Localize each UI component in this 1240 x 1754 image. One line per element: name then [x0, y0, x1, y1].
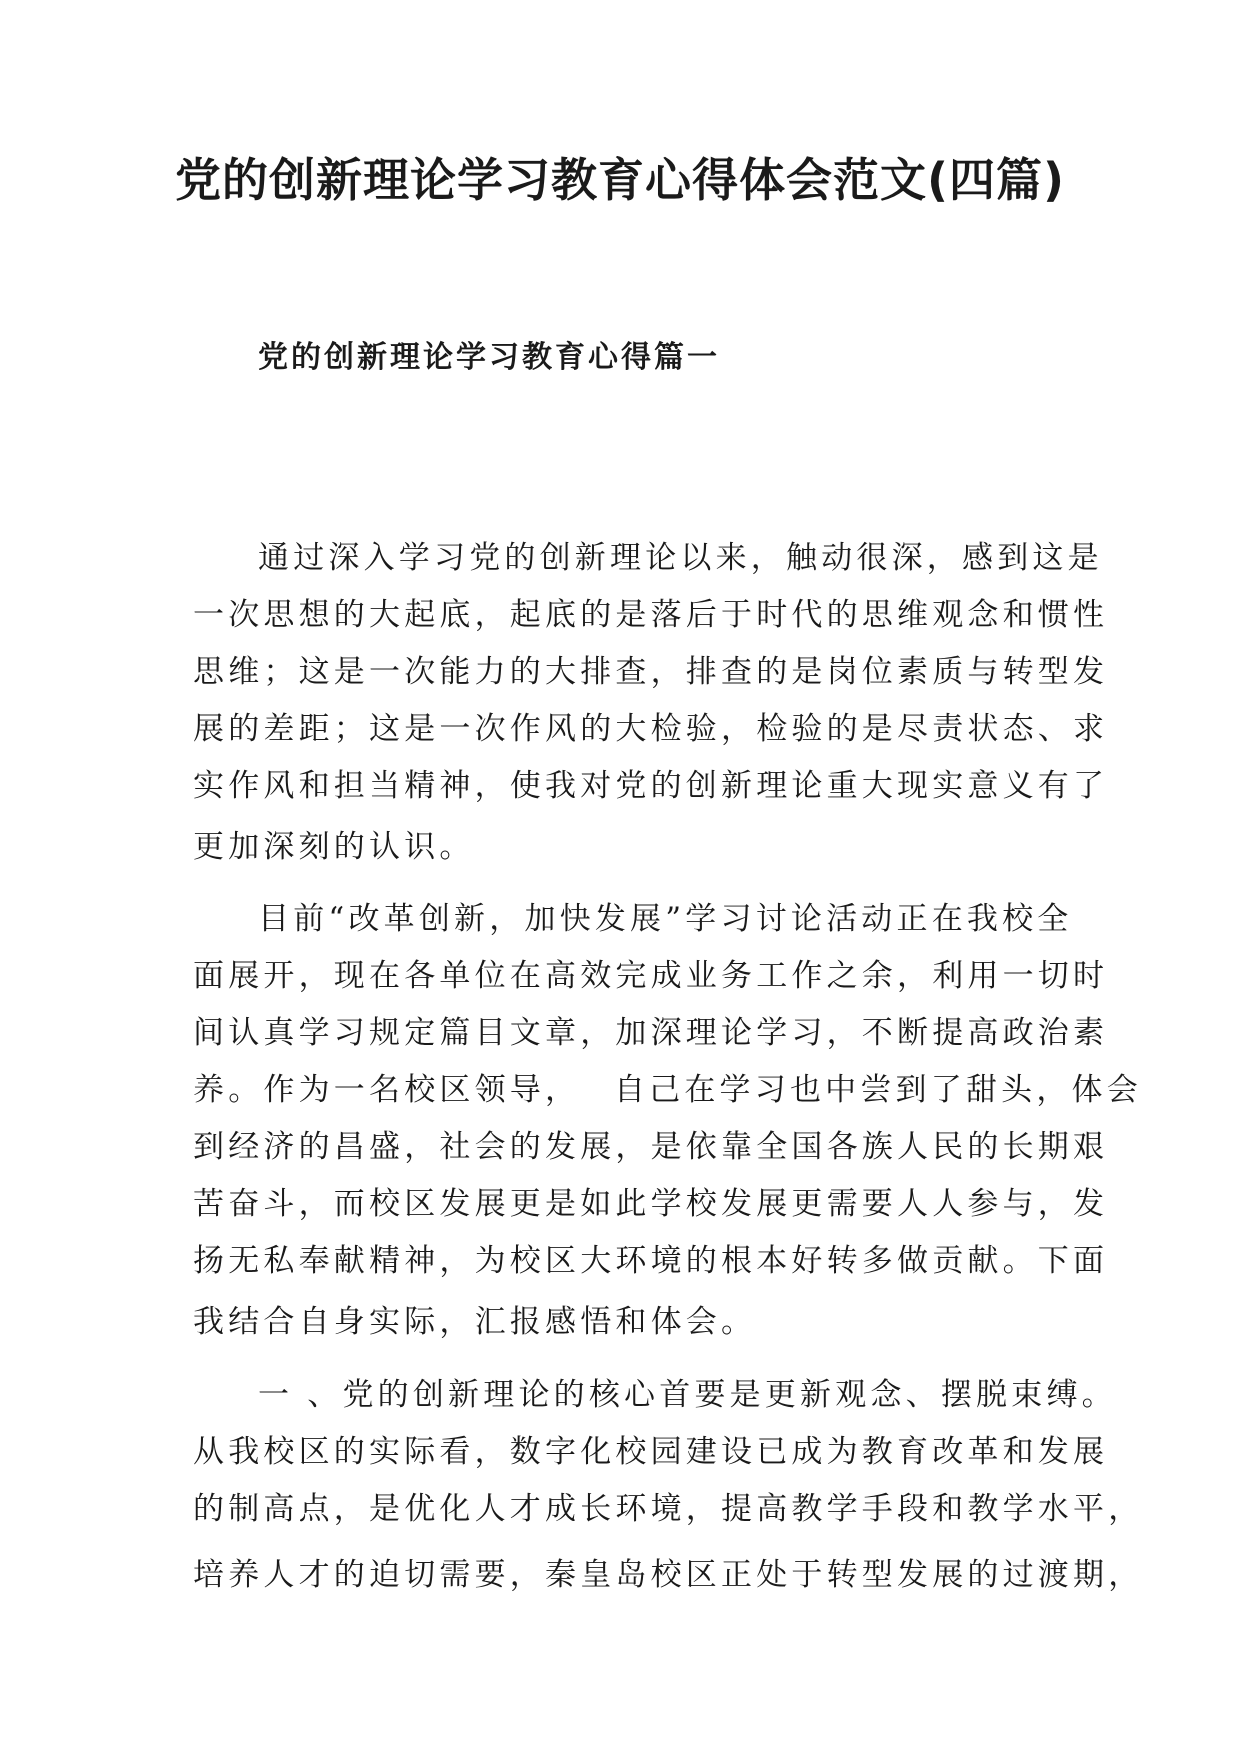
paragraph-line: 更加深刻的认识。 — [193, 829, 475, 865]
paragraph-line: 面展开，现在各单位在高效完成业务工作之余，利用一切时 — [193, 958, 1109, 994]
paragraph-line: 我结合自身实际，汇报感悟和体会。 — [193, 1304, 757, 1340]
paragraph-line: 培养人才的迫切需要，秦皇岛校区正处于转型发展的过渡期， — [193, 1557, 1144, 1593]
paragraph-line: 通过深入学习党的创新理论以来，触动很深，感到这是 — [258, 540, 1103, 576]
paragraph-line: 一次思想的大起底，起底的是落后于时代的思维观念和惯性 — [193, 597, 1109, 633]
paragraph-line: 展的差距；这是一次作风的大检验，检验的是尽责状态、求 — [193, 711, 1109, 747]
paragraph-line: 一 、党的创新理论的核心首要是更新观念、摆脱束缚。 — [258, 1377, 1117, 1413]
paragraph-line: 目前“改革创新，加快发展”学习讨论活动正在我校全 — [258, 901, 1073, 937]
paragraph-line: 扬无私奉献精神，为校区大环境的根本好转多做贡献。下面 — [193, 1243, 1109, 1279]
paragraph-line: 养。作为一名校区领导， 自己在学习也中尝到了甜头，体会 — [193, 1072, 1142, 1108]
paragraph-line: 实作风和担当精神，使我对党的创新理论重大现实意义有了 — [193, 768, 1109, 804]
paragraph-line: 苦奋斗，而校区发展更是如此学校发展更需要人人参与，发 — [193, 1186, 1109, 1222]
paragraph-line: 从我校区的实际看，数字化校园建设已成为教育改革和发展 — [193, 1434, 1109, 1470]
paragraph-line: 的制高点，是优化人才成长环境，提高教学手段和教学水平， — [193, 1491, 1144, 1527]
paragraph-line: 到经济的昌盛，社会的发展，是依靠全国各族人民的长期艰 — [193, 1129, 1109, 1165]
section-heading: 党的创新理论学习教育心得篇一 — [258, 340, 720, 375]
paragraph-line: 间认真学习规定篇目文章，加深理论学习，不断提高政治素 — [193, 1015, 1109, 1051]
paragraph-line: 思维；这是一次能力的大排查，排查的是岗位素质与转型发 — [193, 654, 1109, 690]
document-title: 党的创新理论学习教育心得体会范文(四篇) — [174, 153, 1066, 207]
